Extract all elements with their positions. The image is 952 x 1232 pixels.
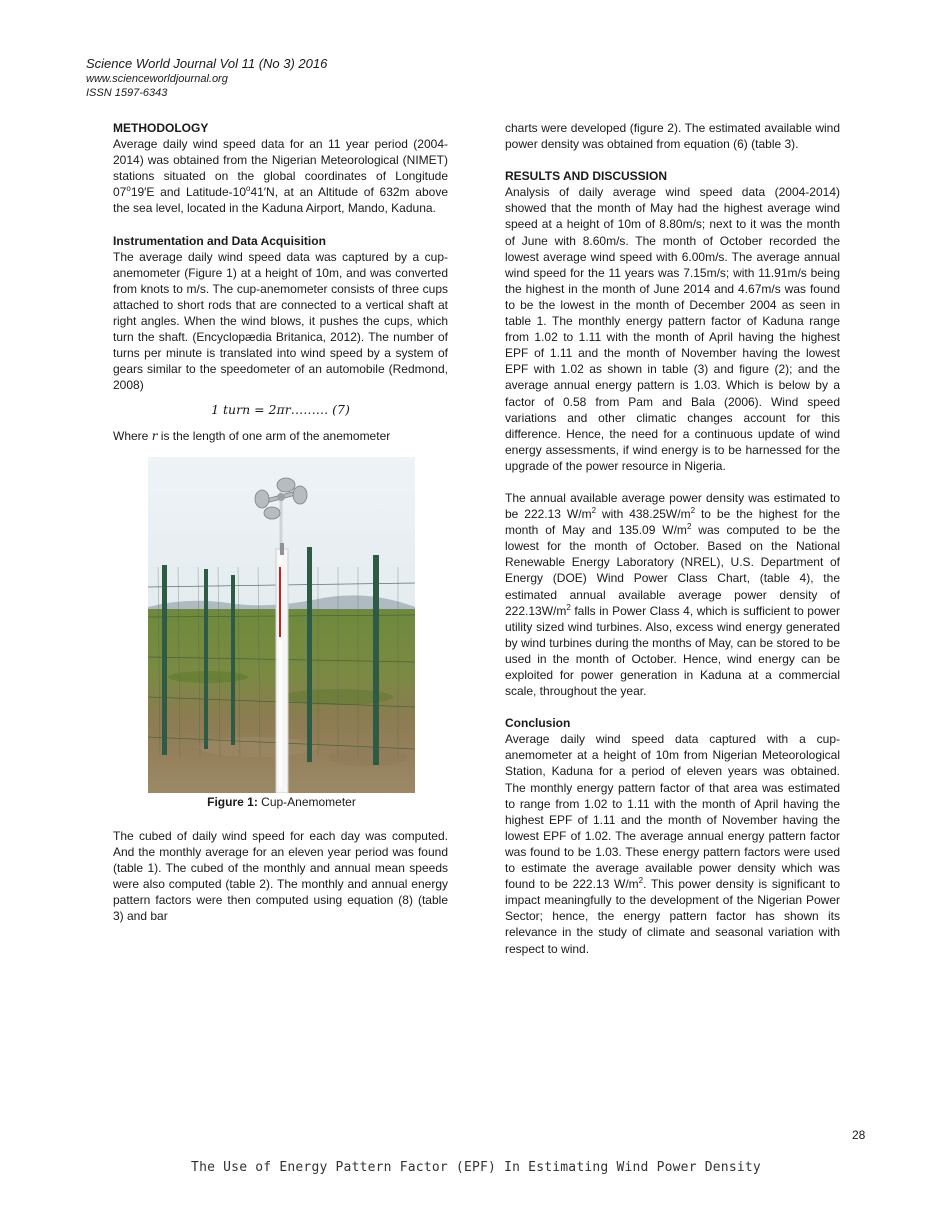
results-heading: RESULTS AND DISCUSSION [505, 169, 668, 184]
methods-continuation-paragraph: The cubed of daily wind speed for each day was computed. And the monthly average for an eleven year period was found (table 1). The cubed of the monthly and annual mean speeds were also computed (table 2). The monthly and annual energy pattern factors were then computed using equation (8) (table 3) and bar [113, 829, 448, 924]
methodology-heading: METHODOLOGY [113, 121, 209, 135]
conclusion-paragraph: Average daily wind speed data captured with a cup-anemometer at a height of 10m from Nigerian Meteorological Station, Kaduna for a period of eleven years was obtained. The monthly energy pattern factor of that area was estimated to range from 1.02 to 1.11 with the month of April having the highest EPF of 1.11 and the month of November having the lowest EPF of 1.02. The average annual energy pattern factor was found to be 1.03. These energy pattern factors were used to estimate the average available power density which was found to be 222.13 $W/m^2$. This power density is significant to impact meaningfully to the development of the Nigerian Power Sector; hence, the energy pattern factor has shown its relevance in the study of climate and seasonal variation with respect to wind. [505, 732, 840, 956]
running-footer: The Use of Energy Pattern Factor (EPF) In Estimating Wind Power Density [191, 1160, 761, 1175]
instrumentation-heading: Instrumentation and Data Acquisition [113, 233, 326, 248]
methodology-paragraph: Average daily wind speed data for an 11 year period (2004-2014) was obtained from the Nigerian Meteorological (NIMET) stations situated on the global coordinates of Longitude 07$^o$19′E and Latitude-10$^o$41′N, at an Altitude of 632m above the sea level, located in the Kaduna Airport, Mando, Kaduna. [113, 137, 449, 216]
cup-anemometer-photo [148, 457, 415, 793]
journal-header [86, 56, 327, 100]
journal-website: www.scienceworldjournal.org [86, 73, 228, 85]
instrumentation-paragraph: The average daily wind speed data was captured by a cup-anemometer (Figure 1) at a height of 10m, and was converted from knots to m/s. The cup-anemometer consists of three cups attached to short rods that are connected to a vertical shaft at right angles. When the wind blows, it pushes the cups, which turn the shaft. (Encyclopædia Britanica, 2012). The number of turns per minute is translated into wind speed by a system of gears similar to the speedometer of an automobile (Redmond, 2008) [113, 249, 448, 393]
journal-issn: ISSN 1597-6343 [86, 87, 168, 99]
power-density-paragraph: The annual available average power density was estimated to be 222.13 $W/m^2$ with $438.25W/m^2$ to be the highest for the month of May and 135.09 $W/m^2$ was computed to be the lowest for the month of October. Based on the National Renewable Energy Laboratory (NREL), U.S. Department of Energy (DOE) Wind Power Class Chart, (table 4), the estimated annual available average power density of $222.13W/m^2$ falls in Power Class 4, which is sufficient to power utility sized wind turbines. Also, excess wind energy generated by wind turbines during the months of May, can be stored to be used in the month of October. Hence, wind energy can be exploited for power generation in Kaduna at a commercial scale, throughout the year. [505, 490, 841, 699]
page-number: 28 [852, 1128, 866, 1142]
figure-caption: Figure 1: Cup-Anemometer [207, 795, 356, 809]
journal-title: Science World Journal Vol 11 (No 3) 2016 [86, 56, 328, 71]
equation-where-note: Where r is the length of one arm of the anemometer [113, 428, 391, 443]
left-column [113, 120, 448, 444]
equation-7: 1 turn = 2πr……… (7) [211, 401, 350, 417]
continuation-paragraph: charts were developed (figure 2). The estimated available wind power density was obtained from equation (6) (table 3). [505, 121, 840, 152]
right-column [505, 120, 840, 957]
methods-continuation [113, 828, 448, 925]
results-paragraph: Analysis of daily average wind speed data (2004-2014) showed that the month of May had the highest average wind speed at a height of 10m of 8.80m/s; next to it was the month of June with 8.60m/s. The month of October recorded the lowest average wind speed with 6.00m/s. The average annual wind speed for the 11 years was 7.15m/s; with 11.91m/s being the highest in the month of June 2014 and 4.67m/s was found to be the lowest in the month of December 2004 as seen in table 1. The monthly energy pattern factor of Kaduna range from 1.02 to 1.11 with the month of April having the highest EPF of 1.11 and the month of November having the lowest EPF with 1.02 as shown in table (3) and figure (2); and the average annual energy pattern is 1.03. Which is below by a factor of 0.58 from Pam and Bala (2006). Wind speed variations and other climatic changes account for this difference. Hence, the need for a continuous update of wind energy assessments, if wind energy is to be harnessed for the upgrade of the power resource in Nigeria. [505, 185, 840, 473]
conclusion-heading: Conclusion [505, 716, 571, 731]
